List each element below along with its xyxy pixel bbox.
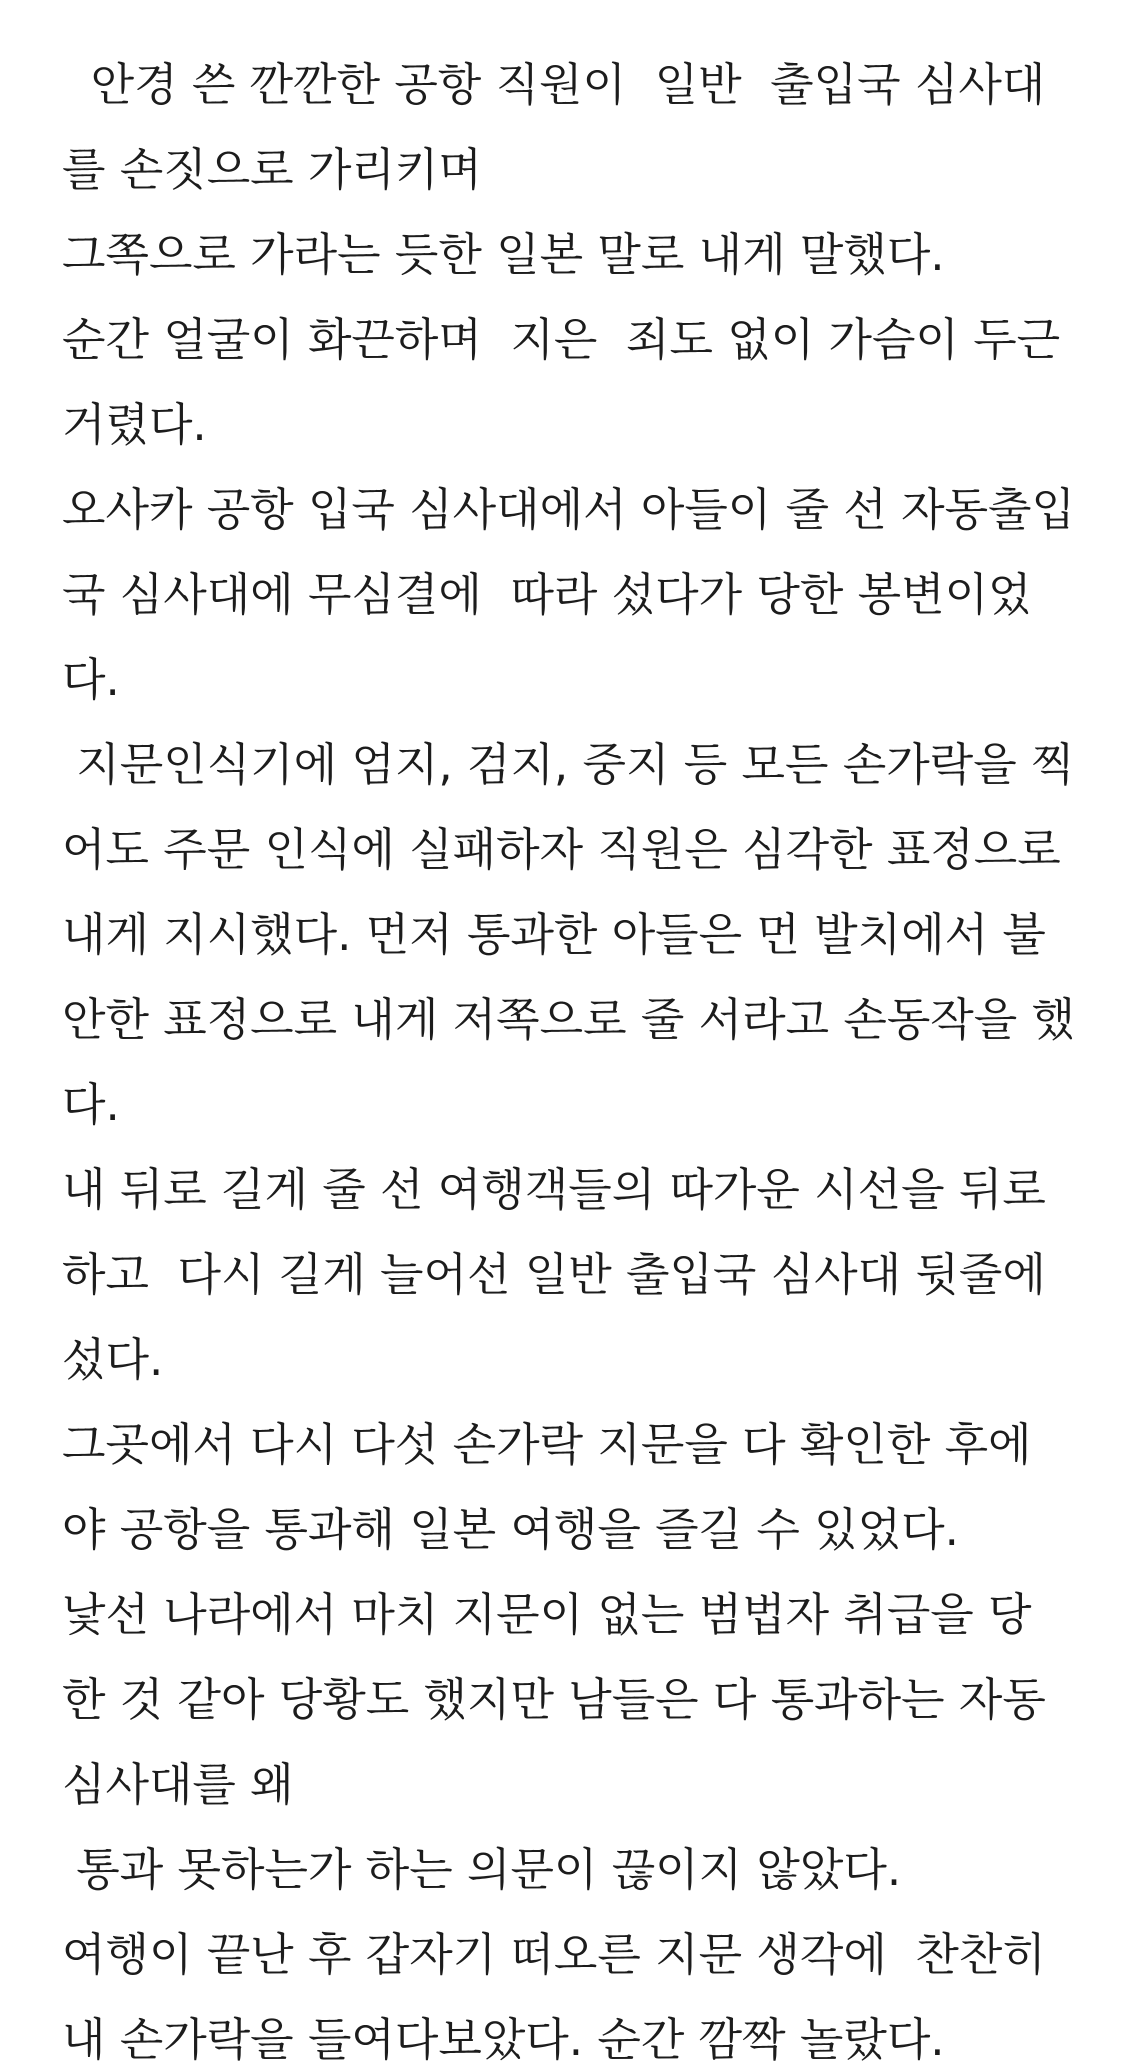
- text-line: 오사카 공항 입국 심사대에서 아들이 줄 선 자동출입: [62, 483, 1076, 536]
- text-line: 그곳에서 다시 다섯 손가락 지문을 다 확인한 후에: [62, 1418, 1032, 1471]
- text-line: 국 심사대에 무심결에 따라 섰다가 당한 봉변이었: [62, 568, 1032, 621]
- text-line: 순간 얼굴이 화끈하며 지은 죄도 없이 가슴이 두근: [62, 313, 1061, 366]
- text-line: 낯선 나라에서 마치 지문이 없는 범법자 취급을 당: [62, 1588, 1032, 1641]
- text-line: 심사대를 왜: [62, 1758, 294, 1811]
- text-line: 그쪽으로 가라는 듯한 일본 말로 내게 말했다.: [62, 228, 945, 281]
- text-line: 지문인식기에 엄지, 검지, 중지 등 모든 손가락을 찍: [62, 738, 1075, 791]
- text-line: 다.: [62, 1078, 120, 1131]
- text-line: 내게 지시했다. 먼저 통과한 아들은 먼 발치에서 불: [62, 908, 1046, 961]
- text-line: 를 손짓으로 가리키며: [62, 143, 482, 196]
- text-line: 안한 표정으로 내게 저쪽으로 줄 서라고 손동작을 했: [62, 993, 1076, 1046]
- text-line: 안경 쓴 깐깐한 공항 직원이 일반 출입국 심사대: [62, 58, 1046, 111]
- text-line: 어도 주문 인식에 실패하자 직원은 심각한 표정으로: [62, 823, 1061, 876]
- text-line: 다.: [62, 653, 120, 706]
- text-line: 내 뒤로 길게 줄 선 여행객들의 따가운 시선을 뒤로: [62, 1163, 1046, 1216]
- text-line: 야 공항을 통과해 일본 여행을 즐길 수 있었다.: [62, 1503, 959, 1556]
- text-line: 섰다.: [62, 1333, 164, 1386]
- text-line: 거렸다.: [62, 398, 207, 451]
- text-line: 여행이 끝난 후 갑자기 떠오른 지문 생각에 찬찬히: [62, 1928, 1046, 1981]
- text-line: 통과 못하는가 하는 의문이 끊이지 않았다.: [62, 1843, 902, 1896]
- text-line: 하고 다시 길게 늘어선 일반 출입국 심사대 뒷줄에: [62, 1248, 1046, 1301]
- text-line: 한 것 같아 당황도 했지만 남들은 다 통과하는 자동: [62, 1673, 1046, 1726]
- text-line: 내 손가락을 들여다보았다. 순간 깜짝 놀랐다.: [62, 2013, 945, 2066]
